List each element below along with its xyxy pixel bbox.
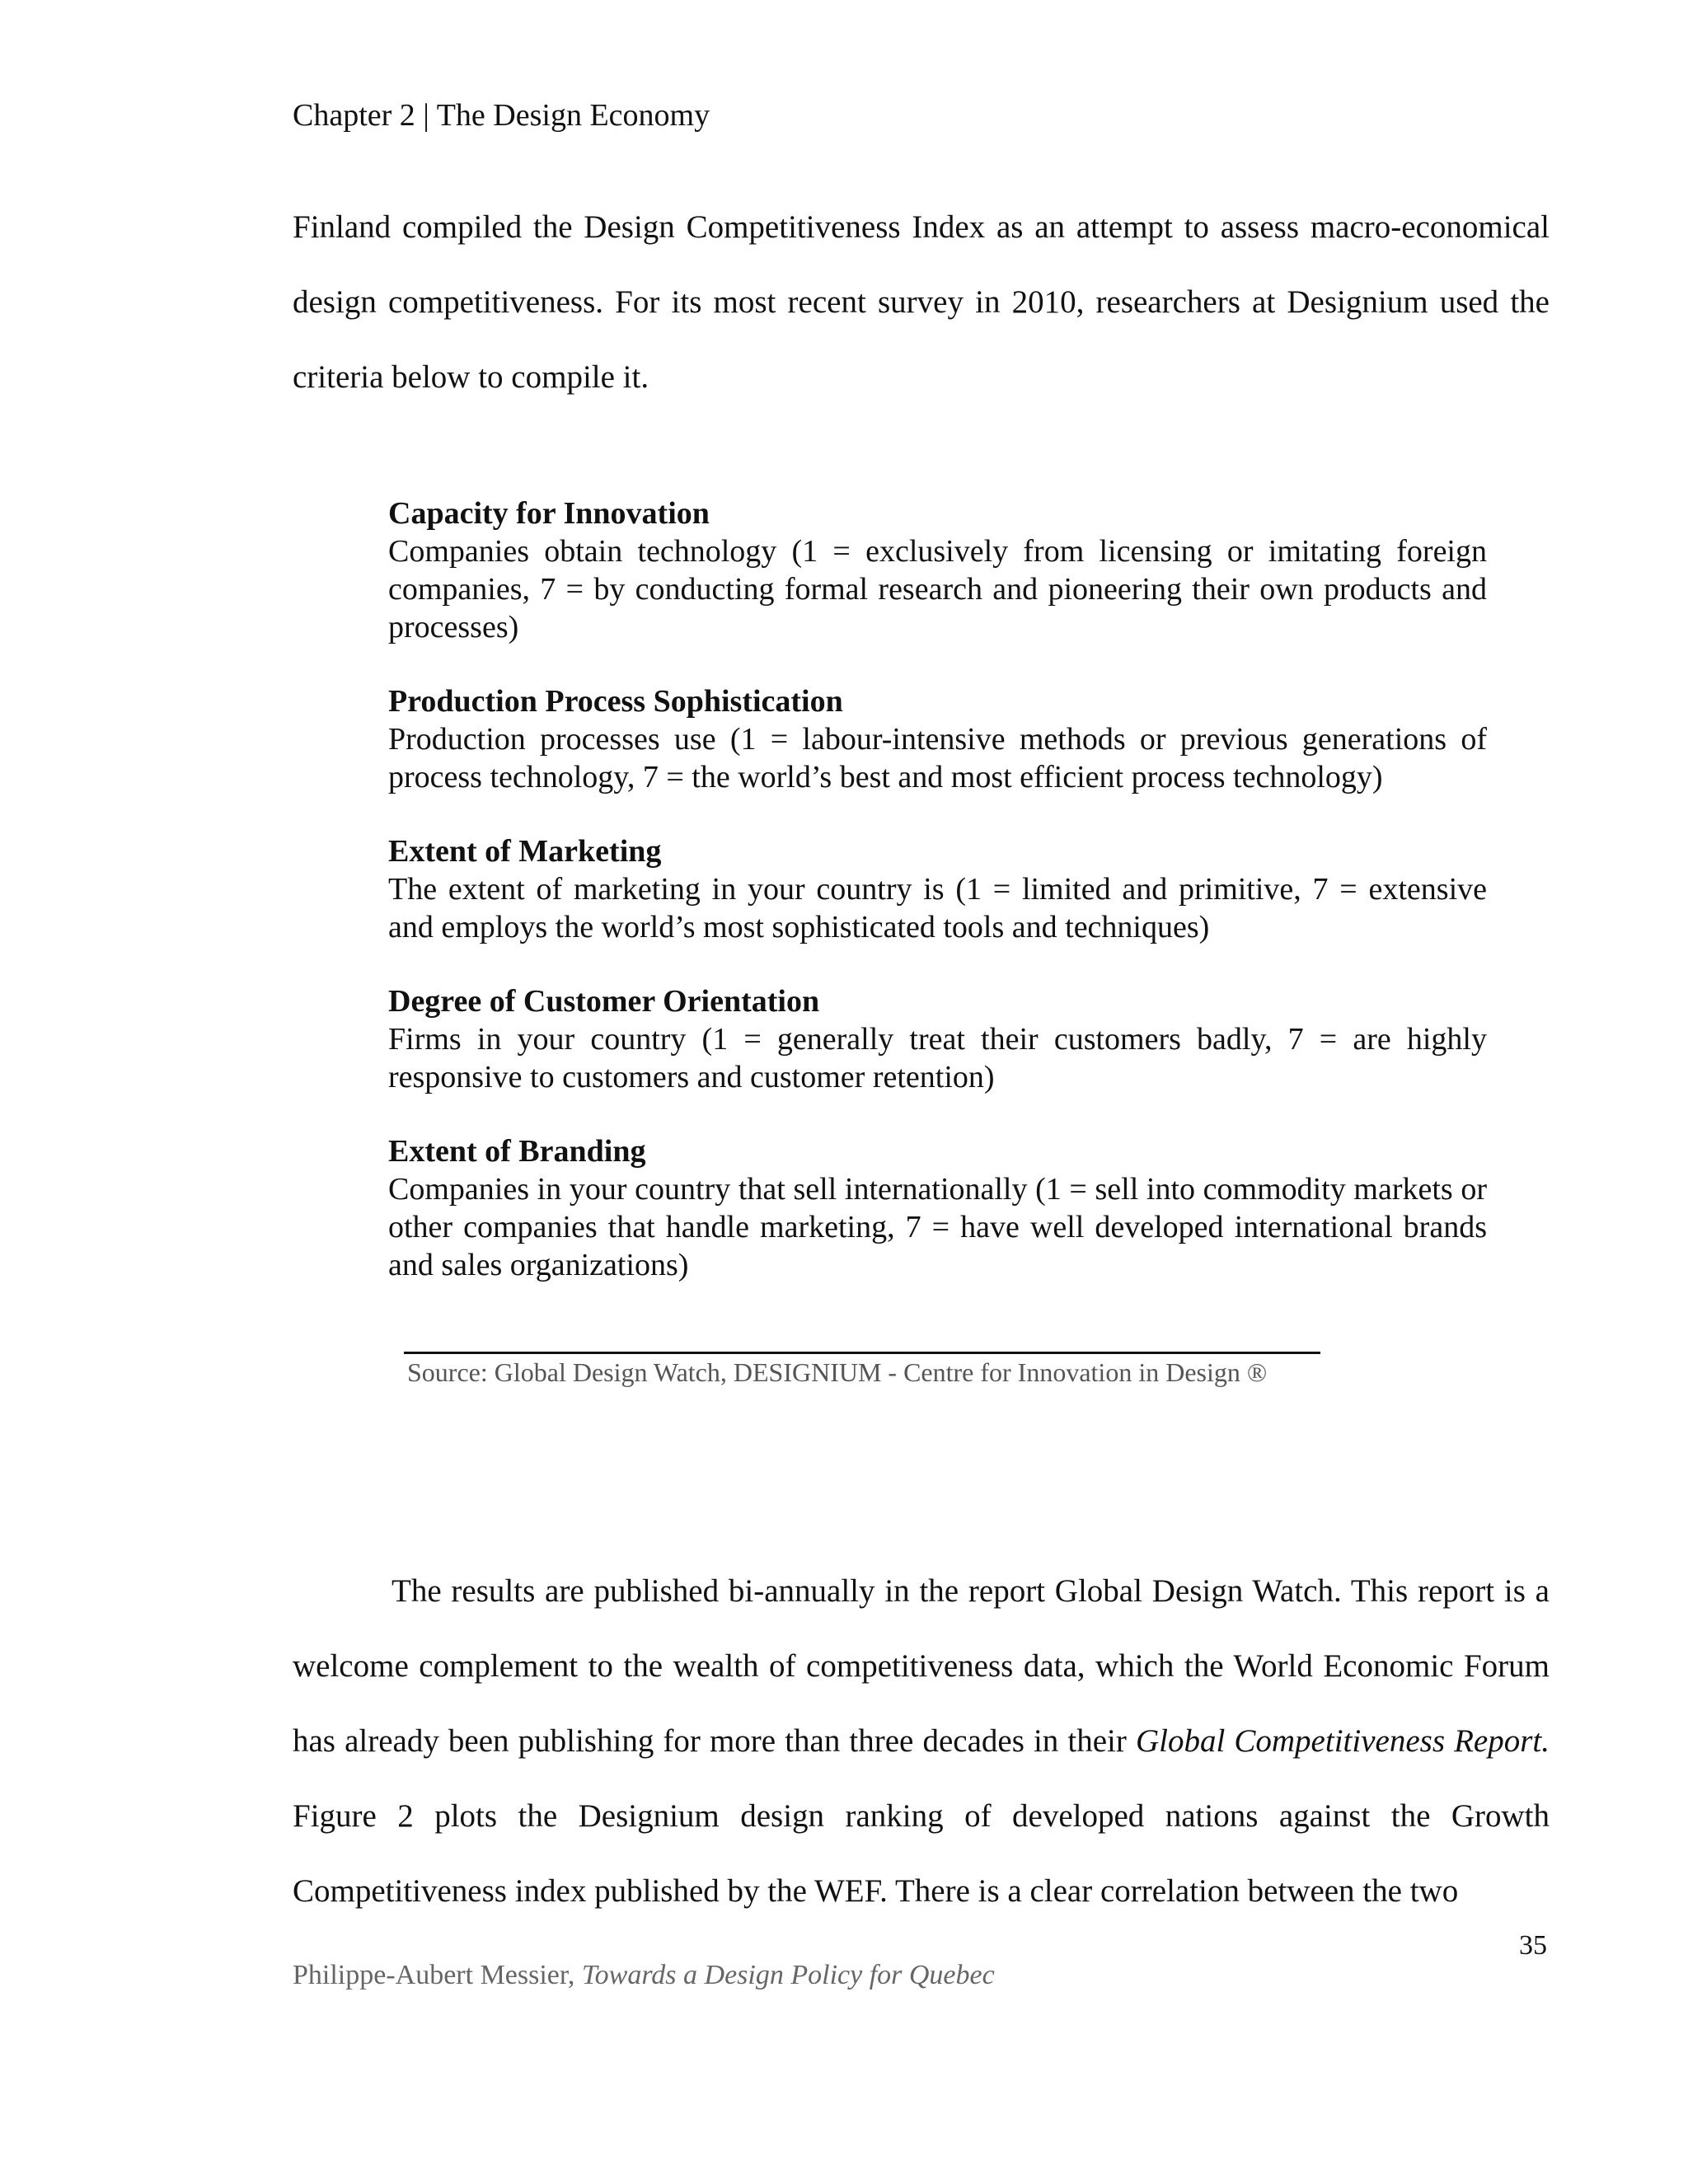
criteria-list	[388, 494, 1487, 1320]
page-footer	[293, 1960, 995, 1991]
footer-book-title: Towards a Design Policy for Quebec	[581, 1960, 995, 1990]
criterion-description: The extent of marketing in your country is (1 = limited and primitive, 7 = extensive and employs the world’s most sophisticated tools and techniques)	[388, 872, 1487, 944]
paragraph-text-continued: Figure 2 plots the Designium design ranking of developed nations against the Growth Competitiveness index published by the WEF. There is a clear correlation between the two	[293, 1798, 1550, 1909]
source-divider	[404, 1352, 1320, 1354]
page-number: 35	[1519, 1930, 1547, 1961]
criterion-description: Companies obtain technology (1 = exclusively from licensing or imitating foreign companies, 7 = by conducting formal research and pioneering their own products and processes)	[388, 534, 1487, 644]
criterion-item	[388, 1132, 1487, 1284]
criterion-title: Degree of Customer Orientation	[388, 984, 820, 1019]
source-note: Source: Global Design Watch, DESIGNIUM - Centre for Innovation in Design ®	[407, 1357, 1268, 1387]
criterion-item	[388, 982, 1487, 1096]
criterion-description: Firms in your country (1 = generally treat their customers badly, 7 = are highly responsive to customers and customer retention)	[388, 1022, 1487, 1094]
page-header: Chapter 2 | The Design Economy	[293, 98, 710, 133]
criterion-item	[388, 832, 1487, 946]
criterion-item	[388, 494, 1487, 646]
criterion-title: Capacity for Innovation	[388, 496, 710, 531]
criterion-item	[388, 682, 1487, 796]
criterion-description: Production processes use (1 = labour-intensive methods or previous generations of process technology, 7 = the world’s best and most efficient process technology)	[388, 722, 1487, 794]
criterion-title: Production Process Sophistication	[388, 684, 843, 719]
criterion-description: Companies in your country that sell internationally (1 = sell into commodity markets or other companies that handle marketing, 7 = have well developed international brands and sales organizations)	[388, 1172, 1487, 1282]
footer-author: Philippe-Aubert Messier,	[293, 1960, 582, 1990]
report-title-italic: Global Competitiveness Report.	[1135, 1723, 1550, 1759]
paragraph-text: The results are published bi-annually in the report Global Design Watch. This report is a welcome complement to the wealth of competitiveness data, which the World Economic Forum has already been publishing for more than three decades in their	[293, 1573, 1550, 1759]
body-paragraph	[293, 1554, 1550, 1929]
criterion-title: Extent of Branding	[388, 1134, 646, 1169]
intro-paragraph: Finland compiled the Design Competitiveness Index as an attempt to assess macro-economical design competitiveness. For its most recent survey in 2010, researchers at Designium used the criteria below to compile it.	[293, 209, 1550, 395]
criterion-title: Extent of Marketing	[388, 834, 662, 869]
